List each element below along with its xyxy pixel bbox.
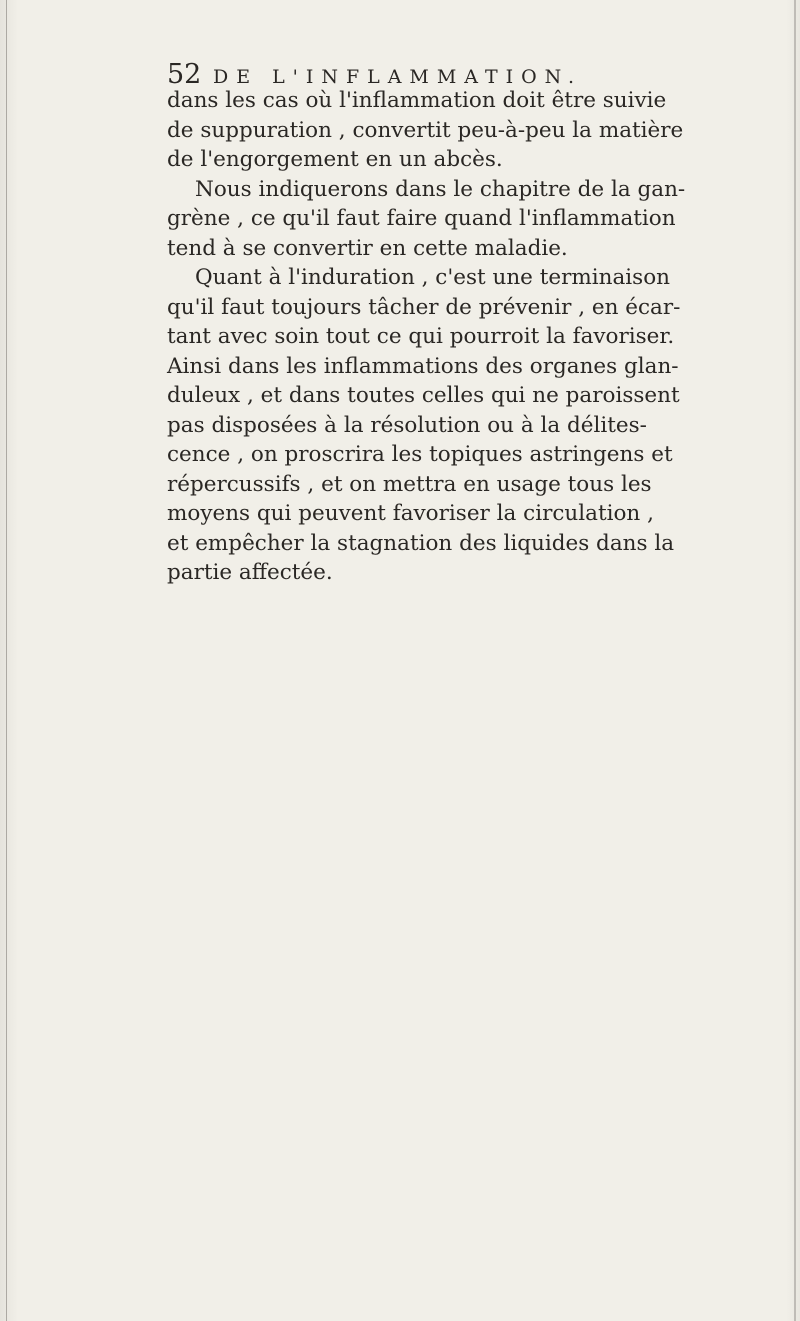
paragraph xyxy=(167,86,737,175)
text-line: Nous indiquerons dans le chapitre de la gan- xyxy=(195,176,686,202)
paragraph xyxy=(167,175,737,264)
text-line: Ainsi dans les inflammations des organes glan- xyxy=(167,353,679,379)
text-line: de suppuration , convertit peu-à-peu la matière xyxy=(167,117,684,143)
text-line: duleux , et dans toutes celles qui ne paroissent xyxy=(167,383,680,408)
page-edge-left xyxy=(6,0,7,1321)
text-line: et empêcher la stagnation des liquides dans la xyxy=(167,530,675,556)
text-line: répercussifs , et on mettra en usage tous les xyxy=(167,471,652,497)
body-text xyxy=(167,86,737,588)
text-line: Quant à l'induration , c'est une terminaison xyxy=(195,265,670,290)
running-title: DE L'INFLAMMATION. xyxy=(213,66,583,88)
page-number: 52 xyxy=(167,59,202,90)
text-line: pas disposées à la résolution ou à la délites- xyxy=(167,412,647,438)
page-edge-right xyxy=(794,0,796,1321)
text-line: cence , on proscrira les topiques astringens et xyxy=(167,442,673,467)
text-line: de l'engorgement en un abcès. xyxy=(167,147,503,172)
text-line: dans les cas où l'inflammation doit être suivie xyxy=(167,88,667,113)
text-line: tend à se convertir en cette maladie. xyxy=(167,235,568,261)
text-line: tant avec soin tout ce qui pourroit la favoriser. xyxy=(167,324,675,349)
text-line: grène , ce qu'il faut faire quand l'inflammation xyxy=(167,206,676,231)
text-line: qu'il faut toujours tâcher de prévenir , en écar- xyxy=(167,294,681,320)
paragraph xyxy=(167,263,737,588)
text-line: moyens qui peuvent favoriser la circulation , xyxy=(167,501,654,526)
text-line: partie affectée. xyxy=(167,560,333,585)
